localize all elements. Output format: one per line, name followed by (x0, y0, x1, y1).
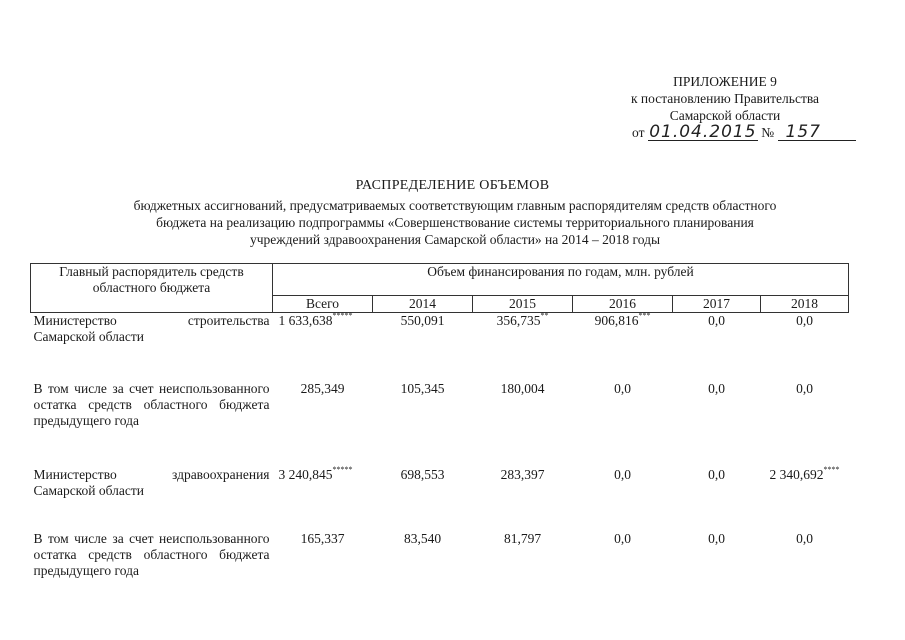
cell-2015: 81,797 (503, 531, 542, 546)
financing-table (30, 263, 849, 601)
table-row (31, 523, 849, 601)
resolution-number: 157 (785, 122, 821, 142)
cell-2014: 698,553 (400, 467, 445, 482)
cell-2015: 180,004 (500, 381, 545, 396)
subtitle-line: бюджета на реализацию подпрограммы «Совершенствование системы территориального планирования (156, 215, 754, 230)
cell-total: 1 633,638***** (278, 310, 353, 328)
cell-2017: 0,0 (708, 531, 725, 546)
row-distributor-name: В том числе за счет неиспользованного остатка средств областного бюджета предыдущего года (33, 381, 270, 428)
cell-2015: 283,397 (500, 467, 545, 482)
year-header-2017: 2017 (673, 296, 761, 313)
table-row (31, 373, 849, 467)
year-header-2014: 2014 (373, 296, 473, 313)
subtitle-line: бюджетных ассигнований, предусматриваемых соответствующим главным распорядителям средств областного (133, 198, 777, 213)
resolution-date-number (632, 122, 856, 142)
table-row (31, 467, 849, 523)
cell-2016: 0,0 (614, 381, 631, 396)
year-header-2016: 2016 (573, 296, 673, 313)
cell-2014: 83,540 (403, 531, 442, 546)
cell-2017: 0,0 (708, 313, 725, 328)
appendix-title: ПРИЛОЖЕНИЕ 9 (673, 74, 777, 89)
cell-2014: 105,345 (400, 381, 445, 396)
document-subtitle (60, 197, 850, 248)
cell-2016: 906,816*** (594, 310, 651, 328)
cell-2016: 0,0 (614, 467, 631, 482)
cell-total: 3 240,845***** (278, 464, 353, 482)
cell-2016: 0,0 (614, 531, 631, 546)
year-header-2018: 2018 (761, 296, 849, 313)
appendix-resolution: к постановлению Правительства (630, 91, 820, 106)
number-label: № (761, 125, 775, 140)
cell-2017: 0,0 (708, 467, 725, 482)
row-distributor-name: В том числе за счет неиспользованного остатка средств областного бюджета предыдущего года (33, 531, 270, 578)
cell-2017: 0,0 (708, 381, 725, 396)
row-distributor-name: Министерство строительства Самарской области (33, 313, 270, 344)
footnote-mark: *** (638, 310, 651, 320)
year-header-2015: 2015 (473, 296, 573, 313)
column-header-distributor: Главный распорядитель средств областного бюджета (31, 264, 273, 313)
cell-total: 165,337 (300, 531, 345, 546)
year-header-total: Всего (273, 296, 373, 313)
footnote-mark: **** (823, 464, 840, 474)
from-label: от (632, 125, 645, 140)
footnote-mark: ***** (332, 310, 353, 320)
resolution-date: 01.04.2015 (649, 122, 757, 142)
cell-total: 285,349 (300, 381, 345, 396)
document-title: РАСПРЕДЕЛЕНИЕ ОБЪЕМОВ (355, 178, 550, 193)
table-row (31, 313, 849, 374)
appendix-block (560, 73, 890, 124)
subtitle-line: учреждений здравоохранения Самарской области» на 2014 – 2018 годы (249, 232, 661, 247)
cell-2018: 2 340,692**** (769, 464, 840, 482)
column-header-volume: Объем финансирования по годам, млн. рублей (273, 264, 849, 296)
cell-2014: 550,091 (400, 313, 445, 328)
row-distributor-name: Министерство здравоохранения Самарской области (33, 467, 270, 498)
cell-2018: 0,0 (796, 531, 813, 546)
cell-2015: 356,735** (496, 310, 549, 328)
appendix-region: Самарской области (669, 108, 781, 123)
footnote-mark: ** (540, 310, 549, 320)
cell-2018: 0,0 (796, 313, 813, 328)
footnote-mark: ***** (332, 464, 353, 474)
cell-2018: 0,0 (796, 381, 813, 396)
